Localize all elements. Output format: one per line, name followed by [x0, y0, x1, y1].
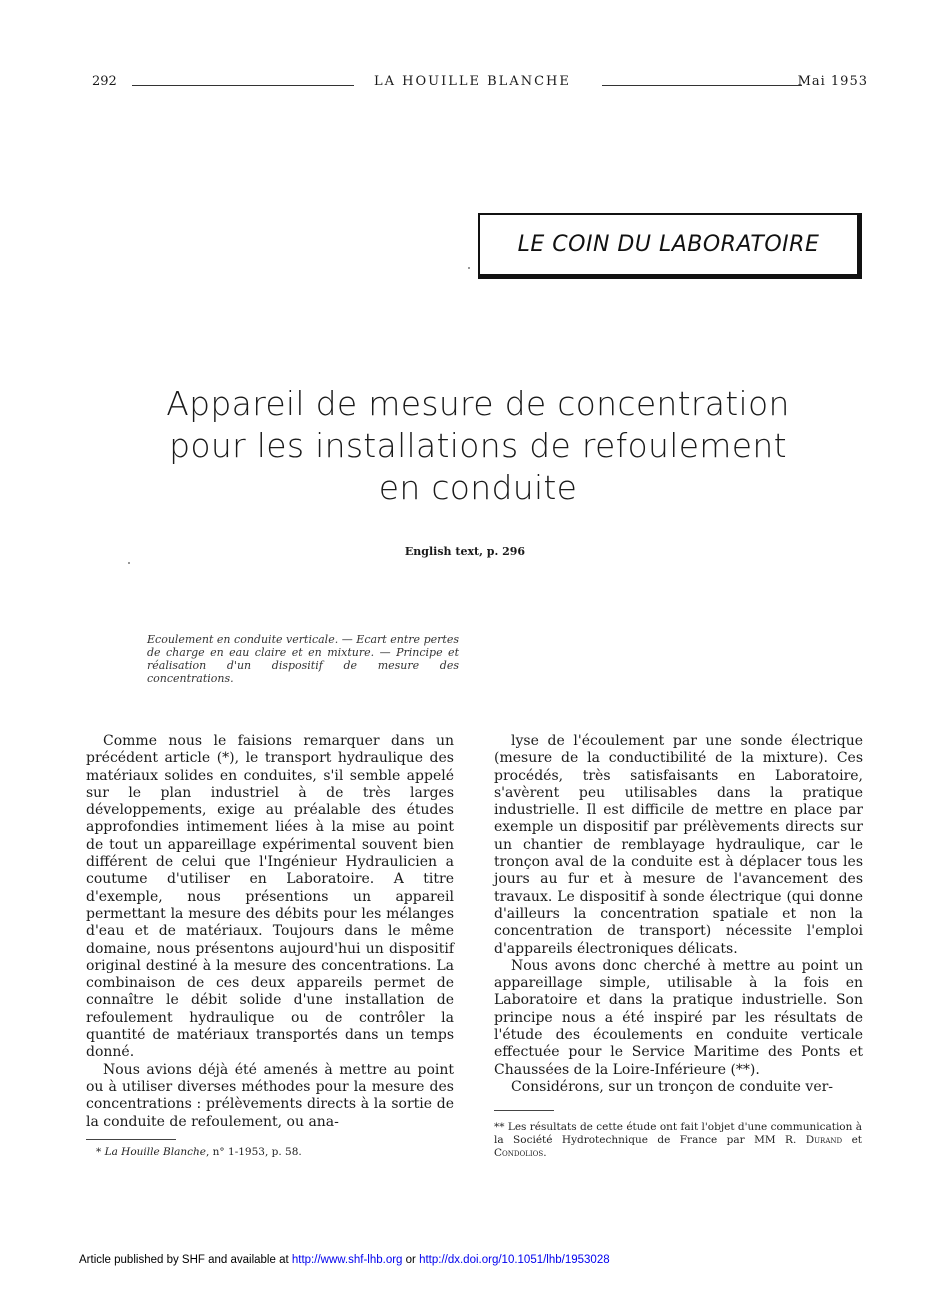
footnote-left — [96, 1146, 456, 1159]
body-column-right — [494, 733, 863, 1096]
footnote-joiner: et — [842, 1134, 863, 1146]
paragraph: Considérons, sur un tronçon de conduite ver- — [511, 1078, 834, 1095]
title-line: pour les installations de refoulement — [169, 426, 787, 465]
doi-link[interactable]: http://dx.doi.org/10.1051/lhb/1953028 — [419, 1254, 610, 1266]
header-rule-right — [602, 85, 802, 86]
paragraph: Nous avions déjà été amenés à mettre au point ou à utiliser diverses méthodes pour la mesure des concentrations : prélèvements directs à la sortie de la conduite de refoulement, ou ana- — [86, 1061, 454, 1130]
footnote-ref: , n° 1-1953, p. 58. — [205, 1146, 302, 1158]
header-rule-left — [132, 85, 354, 86]
footnote-rule-right — [494, 1110, 554, 1111]
section-box — [478, 213, 862, 279]
paragraph: Comme nous le faisions remarquer dans un précédent article (*), le transport hydraulique des matériaux solides en conduites, s'il semble appelé sur le plan industriel à de très larges développements, exige au préalable des études approfondies intimement liées à la mise au point de tout un appareillage expérimental souvent bien différent de celui que l'Ingénieur Hydraulicien a coutume d'utiliser en Laboratoire. A titre d'exemple, nous présentions un appareil permettant la mesure des débits pour les mélanges d'eau et de matériaux. Toujours dans le même domaine, nous présentons aujourd'hui un dispositif original destiné à la mesure des concentrations. La combinaison de ces deux appareils permet de connaître le débit solide d'une installation de refoulement hydraulique ou de contrôler la quantité de matériaux transportés dans un temps donné. — [86, 733, 454, 1061]
paragraph: lyse de l'écoulement par une sonde électrique (mesure de la conductibilité de la mixture). Ces procédés, très satisfaisants en Laboratoire, s'avèrent peu utilisables dans la pratique industrielle. Il est difficile de mettre en place par exemple un dispositif par prélèvements directs sur un chantier de remblayage hydraulique, car le tronçon aval de la conduite est à déplacer tous les jours au fur et à mesure de l'avancement des travaux. Le dispositif à sonde électrique (qui donne d'ailleurs la concentration spatiale et non la concentration de transport) nécessite l'emploi d'appareils électroniques délicats. — [494, 733, 863, 957]
title-line: Appareil de mesure de concentration — [166, 384, 790, 423]
english-text-reference: English text, p. 296 — [404, 545, 526, 558]
footnote-text: ** Les résultats de cette étude ont fait l'objet d'une communication à la Société Hydrotechnique de France par MM — [494, 1121, 862, 1146]
abstract: Ecoulement en conduite verticale. — Ecart entre pertes de charge en eau claire et en mixture. — Principe et réalisation d'un dispositif de mesure des concentrations. — [147, 633, 459, 685]
footnote-right — [494, 1121, 862, 1160]
publisher-mid: or — [402, 1254, 420, 1266]
title-line: en conduite — [378, 468, 578, 507]
footnote-rule-left — [86, 1139, 176, 1140]
footnote-marker: * — [96, 1146, 102, 1158]
scan-speck — [468, 267, 470, 269]
body-column-left — [86, 733, 454, 1131]
scan-speck — [128, 562, 130, 564]
article-title — [120, 383, 836, 509]
section-label: LE COIN DU LABORATOIRE — [517, 232, 820, 257]
page-number: 292 — [92, 74, 117, 89]
publisher-notice — [79, 1254, 610, 1266]
publisher-prefix: Article published by SHF and available at — [79, 1254, 292, 1266]
footnote-author: R. Durand — [785, 1134, 843, 1146]
paragraph: Nous avons donc cherché à mettre au point un appareillage simple, utilisable à la fois en Laboratoire et dans la pratique industrielle. Son principe nous a été inspiré par les résultats de l'étude des écoulements en conduite verticale effectuée pour le Service Maritime des Ponts et Chaussées de la Loire-Inférieure (**). — [494, 957, 863, 1078]
shf-link[interactable]: http://www.shf-lhb.org — [291, 1254, 403, 1266]
issue-date: Mai 1953 — [797, 74, 868, 89]
footnote-end: . — [543, 1147, 547, 1159]
journal-name: LA HOUILLE BLANCHE — [374, 74, 571, 89]
footnote-author: Condolios — [494, 1147, 544, 1159]
running-head — [92, 74, 868, 94]
footnote-journal: La Houille Blanche — [104, 1146, 206, 1158]
